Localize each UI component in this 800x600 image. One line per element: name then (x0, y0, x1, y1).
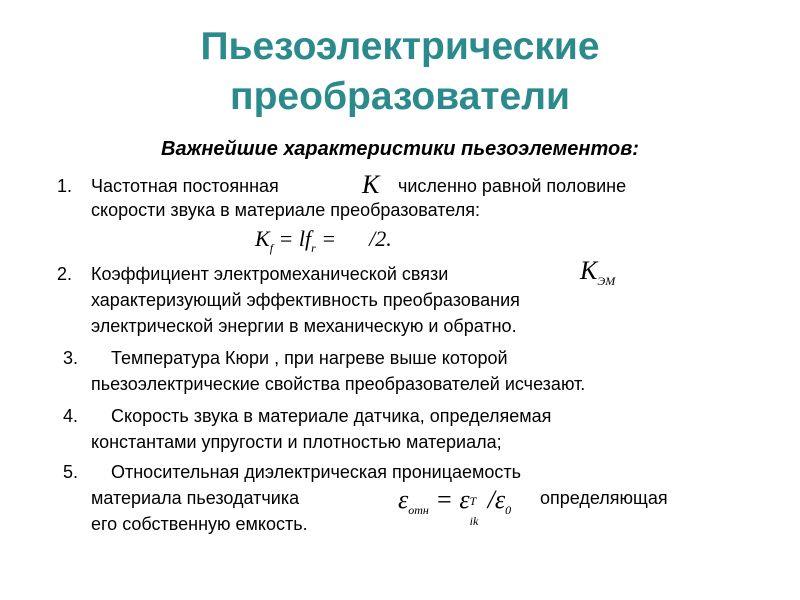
formula-k-em (580, 256, 615, 289)
item-1-line-2: скорости звука в материале преобразователя: (91, 200, 480, 220)
formula-k-lhs: K (255, 226, 270, 251)
formula-k-em-symbol: K (580, 256, 598, 285)
formula-k-mid: = lf (278, 226, 312, 251)
item-4-line-1: Скорость звука в материале датчика, определяемая (111, 406, 552, 426)
formula-eps-div-sub: 0 (505, 503, 512, 517)
formula-eps-div: /ε (487, 485, 506, 514)
item-5-line-3: его собственную емкость. (91, 514, 308, 534)
formula-eps-eq: = ε (435, 485, 470, 514)
item-1-line-1b: численно равной половине (398, 176, 627, 196)
item-2-number: 2. (57, 264, 73, 284)
item-2-line-3: электрической энергии в механическую и обратно. (91, 316, 517, 336)
formula-k-lhs-sub: f (269, 241, 274, 255)
item-1-number: 1. (57, 176, 73, 196)
formula-epsilon (398, 485, 512, 528)
item-5-line-2a: материала пьезодатчика (91, 488, 300, 508)
slide-title-line-1: Пьезоэлектрические (200, 25, 600, 68)
item-5-number: 5. (63, 462, 79, 482)
item-2-line-2: характеризующий эффективность преобразования (91, 290, 520, 310)
formula-eps-lhs: ε (398, 485, 409, 514)
formula-eps-sub: ik (469, 514, 479, 528)
item-5-line-1: Относительная диэлектрическая проницаемость (111, 462, 522, 482)
formula-k-equation (255, 226, 392, 256)
item-3-number: 3. (63, 348, 79, 368)
item-2-line-1: Коэффициент электромеханической связи (91, 264, 449, 284)
formula-k-mid-sub: r (311, 241, 316, 255)
formula-k-em-sub: ЭМ (597, 274, 616, 288)
formula-eps-lhs-sub: отн (408, 503, 429, 517)
slide-title (0, 22, 800, 122)
item-4-number: 4. (63, 406, 79, 426)
item-5-line-2b: определяющая (540, 488, 668, 508)
formula-eps-sup: T (469, 494, 477, 508)
slide-subtitle: Важнейшие характеристики пьезоэлементов: (161, 138, 639, 160)
formula-k-rhs: = /2. (321, 226, 392, 251)
item-1-line-1: Частотная постоянная (91, 176, 279, 196)
formula-k-symbol: K (362, 170, 380, 199)
item-3-line-2: пьезоэлектрические свойства преобразователей исчезают. (91, 374, 586, 394)
item-3-line-1: Температура Кюри , при нагреве выше которой (111, 348, 508, 368)
slide-title-line-2: преобразователи (230, 75, 570, 118)
item-4-line-2: константами упругости и плотностью материала; (91, 432, 502, 452)
